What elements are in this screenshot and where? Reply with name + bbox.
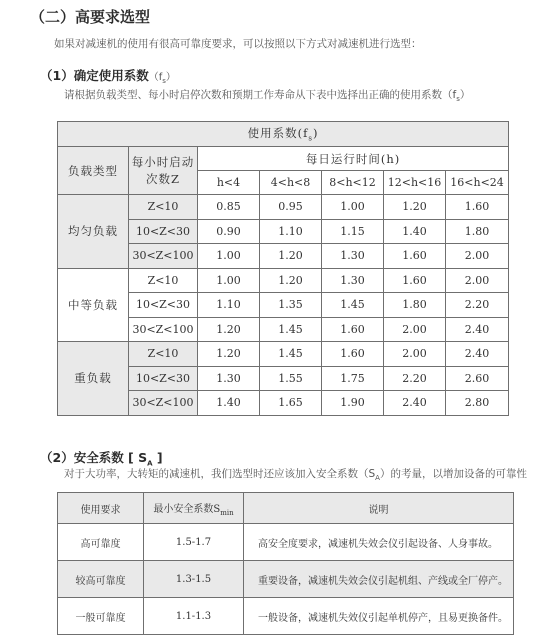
load-type-cell: 重负载 bbox=[58, 342, 129, 416]
hour-col-header: 8<h<12 bbox=[322, 171, 384, 195]
req-cell: 较高可靠度 bbox=[58, 561, 144, 598]
table-row bbox=[58, 524, 514, 561]
factor-value: 2.40 bbox=[446, 342, 509, 367]
service-factor-desc: 请根据负载类型、每小时启停次数和预期工作寿命从下表中选择出正确的使用系数$(f_s)$ bbox=[64, 89, 471, 104]
factor-value: 1.00 bbox=[198, 268, 260, 293]
factor-value: 1.00 bbox=[198, 244, 260, 269]
min-factor-cell: 1.5-1.7 bbox=[144, 524, 244, 561]
table-row bbox=[58, 195, 509, 220]
desc-cell: 一般设备，减速机失效仪引起单机停产，且易更换备件。 bbox=[244, 598, 514, 635]
factor-value: 2.00 bbox=[384, 342, 446, 367]
hour-col-header: h<4 bbox=[198, 171, 260, 195]
starts-cell: Z<10 bbox=[129, 195, 198, 220]
starts-cell: 10<Z<30 bbox=[129, 219, 198, 244]
factor-value: 1.45 bbox=[260, 342, 322, 367]
factor-value: 1.80 bbox=[384, 293, 446, 318]
factor-value: 0.95 bbox=[260, 195, 322, 220]
table-row bbox=[58, 561, 514, 598]
factor-value: 2.80 bbox=[446, 391, 509, 416]
hour-col-header: 4<h<8 bbox=[260, 171, 322, 195]
load-type-cell: 中等负载 bbox=[58, 268, 129, 342]
starts-cell: 10<Z<30 bbox=[129, 293, 198, 318]
service-factor-table bbox=[57, 121, 509, 416]
factor-value: 0.85 bbox=[198, 195, 260, 220]
factor-value: 1.15 bbox=[322, 219, 384, 244]
hour-col-header: 12<h<16 bbox=[384, 171, 446, 195]
factor-value: 1.35 bbox=[260, 293, 322, 318]
req-header: 使用要求 bbox=[58, 493, 144, 524]
factor-value: 1.30 bbox=[322, 244, 384, 269]
factor-value: 1.00 bbox=[322, 195, 384, 220]
safety-factor-heading: （2）安全系数 [ $S_A$ ] bbox=[40, 450, 163, 468]
factor-value: 1.75 bbox=[322, 366, 384, 391]
section-title: （二）高要求选型 bbox=[30, 8, 151, 26]
service-factor-heading: （1）确定使用系数$(f_s)$ bbox=[40, 68, 176, 85]
min-factor-cell: 1.1-1.3 bbox=[144, 598, 244, 635]
factor-value: 1.20 bbox=[260, 244, 322, 269]
intro-text: 如果对减速机的使用有很高可靠度要求，可以按照以下方式对减速机进行选型： bbox=[54, 38, 422, 50]
starts-cell: 10<Z<30 bbox=[129, 366, 198, 391]
factor-value: 1.20 bbox=[260, 268, 322, 293]
table-title: 使用系数$(f_s)$ bbox=[58, 122, 509, 147]
starts-cell: 30<Z<100 bbox=[129, 317, 198, 342]
factor-value: 1.40 bbox=[198, 391, 260, 416]
starts-cell: 30<Z<100 bbox=[129, 244, 198, 269]
load-type-header: 负载类型 bbox=[58, 147, 129, 195]
factor-value: 1.10 bbox=[260, 219, 322, 244]
factor-value: 1.55 bbox=[260, 366, 322, 391]
factor-value: 0.90 bbox=[198, 219, 260, 244]
factor-value: 1.80 bbox=[446, 219, 509, 244]
factor-value: 1.40 bbox=[384, 219, 446, 244]
starts-header: 每小时启动 次数Z bbox=[129, 147, 198, 195]
factor-value: 2.00 bbox=[384, 317, 446, 342]
factor-value: 1.30 bbox=[198, 366, 260, 391]
factor-value: 1.20 bbox=[384, 195, 446, 220]
desc-cell: 高安全度要求，减速机失效会仪引起设备、人身事故。 bbox=[244, 524, 514, 561]
factor-value: 1.60 bbox=[384, 244, 446, 269]
factor-value: 1.20 bbox=[198, 342, 260, 367]
starts-cell: Z<10 bbox=[129, 342, 198, 367]
desc-cell: 重要设备，减速机失效会仪引起机组、产线或全厂停产。 bbox=[244, 561, 514, 598]
req-cell: 一般可靠度 bbox=[58, 598, 144, 635]
factor-value: 2.00 bbox=[446, 244, 509, 269]
factor-value: 1.20 bbox=[198, 317, 260, 342]
factor-value: 1.45 bbox=[322, 293, 384, 318]
factor-value: 1.60 bbox=[384, 268, 446, 293]
factor-value: 1.90 bbox=[322, 391, 384, 416]
table-row bbox=[58, 268, 509, 293]
min-factor-header: 最小安全系数$S_{min}$ bbox=[144, 493, 244, 524]
factor-value: 1.60 bbox=[322, 342, 384, 367]
factor-value: 1.45 bbox=[260, 317, 322, 342]
factor-value: 2.20 bbox=[446, 293, 509, 318]
starts-cell: 30<Z<100 bbox=[129, 391, 198, 416]
starts-cell: Z<10 bbox=[129, 268, 198, 293]
factor-value: 1.60 bbox=[322, 317, 384, 342]
table-row bbox=[58, 342, 509, 367]
req-cell: 高可靠度 bbox=[58, 524, 144, 561]
factor-value: 2.60 bbox=[446, 366, 509, 391]
desc-header: 说明 bbox=[244, 493, 514, 524]
factor-value: 1.60 bbox=[446, 195, 509, 220]
hour-col-header: 16<h<24 bbox=[446, 171, 509, 195]
factor-value: 2.40 bbox=[446, 317, 509, 342]
factor-value: 1.10 bbox=[198, 293, 260, 318]
load-type-cell: 均匀负载 bbox=[58, 195, 129, 269]
table-row bbox=[58, 598, 514, 635]
factor-value: 1.65 bbox=[260, 391, 322, 416]
factor-value: 2.20 bbox=[384, 366, 446, 391]
hours-header: 每日运行时间(h) bbox=[198, 147, 509, 171]
factor-value: 1.30 bbox=[322, 268, 384, 293]
min-factor-cell: 1.3-1.5 bbox=[144, 561, 244, 598]
safety-factor-desc: 对于大功率，大转矩的减速机，我们选型时还应该加入安全系数$(S_A)$的考量，以增加设备的可靠性 bbox=[64, 468, 527, 483]
safety-factor-table bbox=[57, 492, 514, 635]
factor-value: 2.00 bbox=[446, 268, 509, 293]
factor-value: 2.40 bbox=[384, 391, 446, 416]
